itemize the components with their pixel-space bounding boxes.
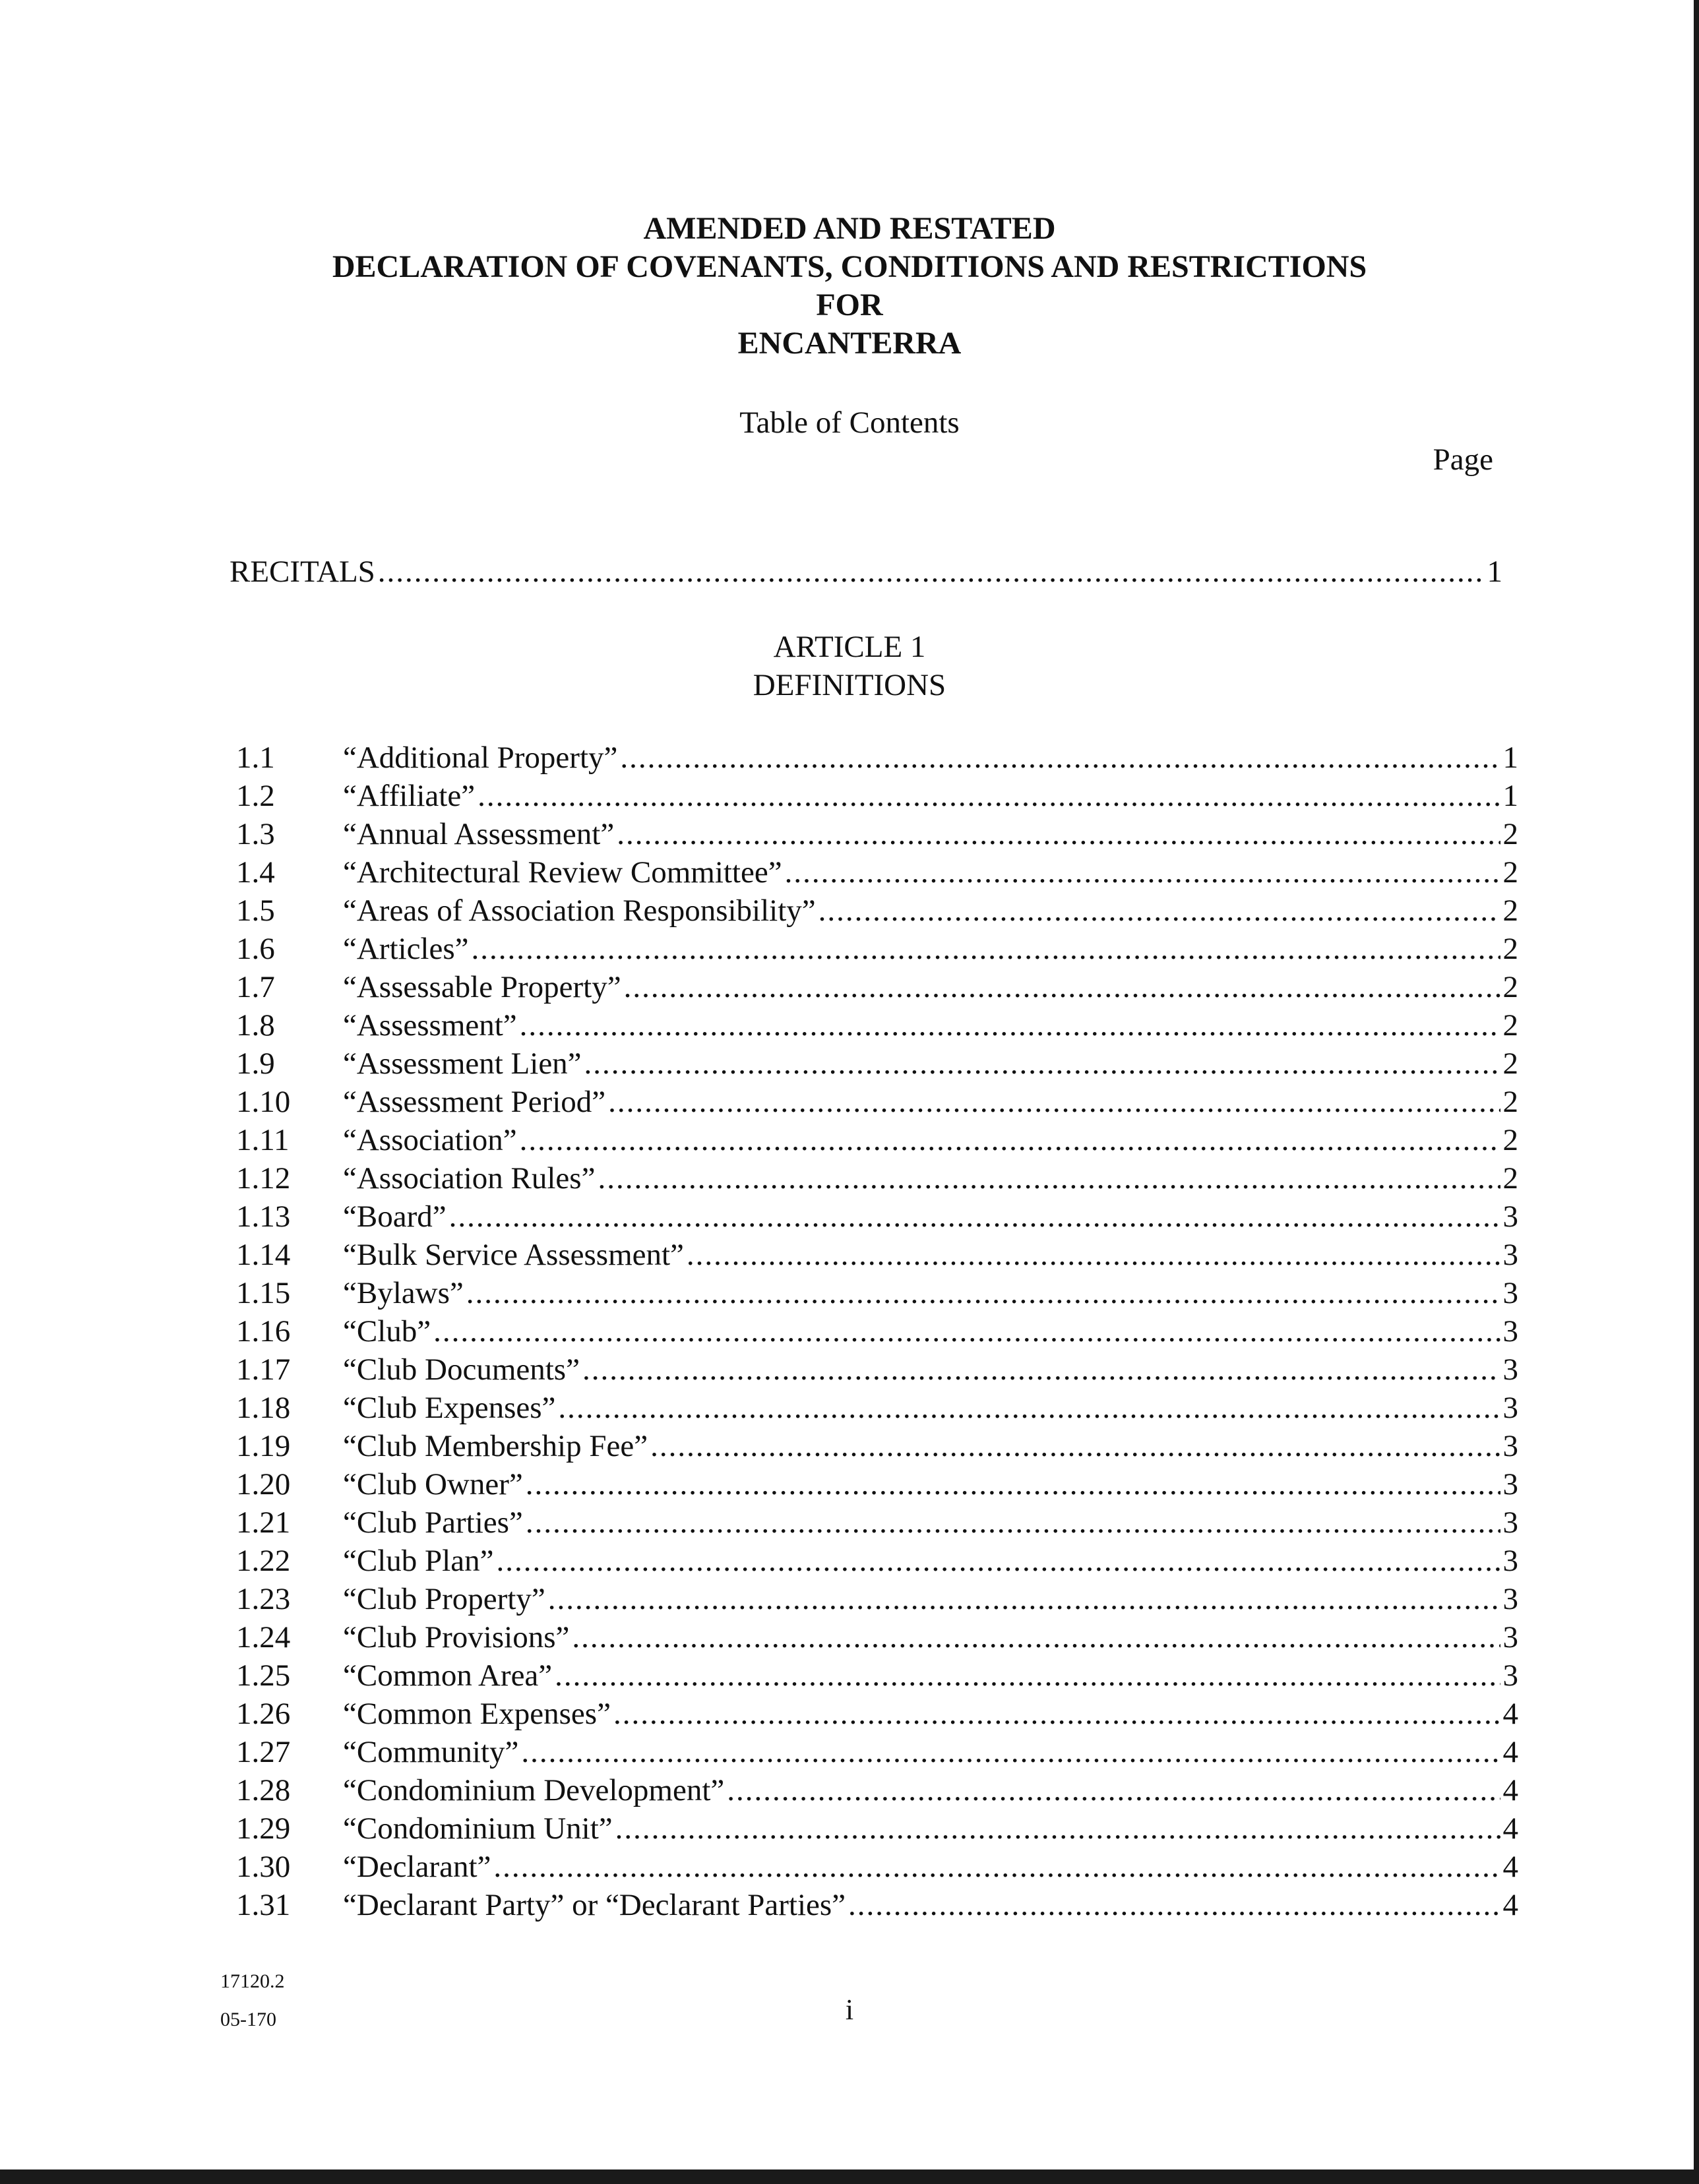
toc-entry-page: 3 (1502, 1582, 1518, 1616)
toc-entry-page: 4 (1502, 1735, 1518, 1769)
scan-border-right (1694, 0, 1699, 2184)
toc-entry-page: 3 (1502, 1658, 1518, 1693)
toc-entry-title: “Bylaws” (343, 1276, 464, 1310)
toc-entry (236, 1275, 1518, 1314)
dot-leader (466, 1275, 1500, 1311)
article-name: DEFINITIONS (753, 668, 946, 702)
toc-entry (236, 1581, 1518, 1620)
toc-entry (236, 1390, 1518, 1428)
dot-leader (848, 1887, 1500, 1923)
toc-entry (236, 1008, 1518, 1046)
toc-entry-page: 2 (1502, 1046, 1518, 1081)
toc-entry-number: 1.12 (236, 1161, 291, 1196)
toc-entry-title: “Community” (343, 1735, 519, 1769)
toc-entry-title: “Common Expenses” (343, 1697, 611, 1731)
toc-entry-number: 1.13 (236, 1199, 291, 1234)
toc-entry-title: “Bulk Service Assessment” (343, 1238, 684, 1272)
toc-entry-title: “Declarant Party” or “Declarant Parties” (343, 1888, 846, 1922)
toc-entry-number: 1.11 (236, 1123, 290, 1157)
toc-entry-page: 2 (1502, 1123, 1518, 1157)
toc-entry (236, 740, 1518, 778)
toc-entry (236, 1161, 1518, 1199)
toc-entry-title: “Areas of Association Responsibility” (343, 894, 816, 928)
toc-entry-title: “Assessment” (343, 1008, 517, 1043)
toc-entry (236, 778, 1518, 816)
toc-entry (236, 1428, 1518, 1467)
toc-entry-page: 3 (1502, 1429, 1518, 1463)
toc-heading: Table of Contents (739, 406, 960, 440)
dot-leader (520, 1122, 1500, 1158)
toc-entry-title: “Common Area” (343, 1658, 553, 1693)
toc-entry-title: “Articles” (343, 932, 469, 966)
toc-entry-page: 4 (1502, 1773, 1518, 1807)
title-line: DECLARATION OF COVENANTS, CONDITIONS AND RESTRICTIONS (332, 249, 1367, 284)
toc-entry-title: “Assessable Property” (343, 970, 621, 1004)
toc-entry-page: 3 (1502, 1352, 1518, 1387)
toc-entry (236, 1352, 1518, 1390)
toc-entry-page: 4 (1502, 1888, 1518, 1922)
dot-leader (548, 1581, 1500, 1617)
toc-entry-number: 1.31 (236, 1888, 291, 1922)
toc-entry (236, 1887, 1518, 1926)
dot-leader (572, 1620, 1500, 1655)
toc-entry-title: “Condominium Development” (343, 1773, 725, 1807)
toc-entry-number: 1.1 (236, 741, 275, 775)
toc-entry (236, 1543, 1518, 1581)
toc-entry-title: “Club Owner” (343, 1467, 523, 1502)
toc-entry-number: 1.30 (236, 1850, 291, 1884)
toc-entry-page: 3 (1502, 1620, 1518, 1654)
dot-leader (449, 1199, 1500, 1234)
toc-entry-page: 2 (1502, 855, 1518, 890)
toc-entry (236, 1849, 1518, 1887)
dot-leader (617, 816, 1500, 852)
toc-entry-number: 1.20 (236, 1467, 291, 1502)
toc-entry-number: 1.21 (236, 1505, 291, 1540)
toc-entry-number: 1.9 (236, 1046, 275, 1081)
toc-entry-title: “Assessment Lien” (343, 1046, 582, 1081)
toc-entry-number: 1.17 (236, 1352, 291, 1387)
toc-entry-title: “Additional Property” (343, 741, 618, 775)
toc-entry-title: RECITALS (230, 555, 375, 589)
dot-leader (624, 969, 1500, 1005)
toc-entry-page: 4 (1502, 1697, 1518, 1731)
toc-entry-page: 2 (1502, 1161, 1518, 1196)
toc-entry-page: 3 (1502, 1199, 1518, 1234)
dot-leader (478, 778, 1500, 814)
dot-leader (496, 1543, 1500, 1579)
dot-leader (526, 1467, 1500, 1502)
toc-entry-page: 4 (1502, 1811, 1518, 1846)
toc-entry-page: 3 (1502, 1505, 1518, 1540)
article-number: ARTICLE 1 (773, 630, 926, 664)
page-column-label: Page (1433, 442, 1493, 477)
toc-entry (236, 1314, 1518, 1352)
toc-entry-page: 2 (1502, 817, 1518, 851)
toc-entry-page: 2 (1502, 932, 1518, 966)
toc-entry (236, 1467, 1518, 1505)
toc-entry-page: 3 (1502, 1314, 1518, 1349)
toc-entry (236, 893, 1518, 931)
toc-entry-number: 1.19 (236, 1429, 291, 1463)
dot-leader (582, 1352, 1500, 1387)
toc-entry-number: 1.4 (236, 855, 275, 890)
dot-leader (613, 1696, 1500, 1732)
dot-leader (650, 1428, 1500, 1464)
toc-entry-list (236, 740, 1518, 1926)
toc-entry-title: “Club Membership Fee” (343, 1429, 648, 1463)
toc-entry-number: 1.22 (236, 1544, 291, 1578)
toc-entry (236, 969, 1518, 1008)
title-line: AMENDED AND RESTATED (643, 211, 1056, 246)
toc-entry-number: 1.14 (236, 1238, 291, 1272)
dot-leader (520, 1008, 1500, 1043)
toc-entry-page: 3 (1502, 1276, 1518, 1310)
dot-leader (472, 931, 1500, 967)
dot-leader (785, 855, 1500, 890)
toc-entry-title: “Board” (343, 1199, 447, 1234)
title-line: ENCANTERRA (737, 326, 962, 361)
toc-entry-number: 1.23 (236, 1582, 291, 1616)
dot-leader (555, 1658, 1500, 1693)
toc-entry (236, 816, 1518, 855)
toc-entry-recitals (230, 554, 1502, 592)
dot-leader (615, 1811, 1500, 1846)
doc-number-line: 17120.2 (220, 1970, 285, 1992)
toc-entry-number: 1.15 (236, 1276, 291, 1310)
dot-leader (584, 1046, 1500, 1081)
dot-leader (727, 1773, 1500, 1808)
toc-entry-number: 1.3 (236, 817, 275, 851)
dot-leader (687, 1237, 1500, 1273)
toc-entry (236, 1237, 1518, 1275)
toc-entry (236, 1620, 1518, 1658)
toc-entry-number: 1.10 (236, 1085, 291, 1119)
dot-leader (608, 1084, 1500, 1120)
toc-entry-title: “Association” (343, 1123, 517, 1157)
toc-entry (236, 1046, 1518, 1084)
toc-entry-title: “Association Rules” (343, 1161, 596, 1196)
scan-border-bottom (0, 2169, 1699, 2184)
toc-entry-page: 1 (1487, 555, 1502, 589)
toc-entry-number: 1.5 (236, 894, 275, 928)
article-heading (0, 628, 1699, 704)
toc-entry-title: “Assessment Period” (343, 1085, 606, 1119)
toc-entry-title: “Condominium Unit” (343, 1811, 613, 1846)
toc-entry-title: “Club Parties” (343, 1505, 523, 1540)
dot-leader (526, 1505, 1500, 1540)
toc-entry (236, 1122, 1518, 1161)
document-title (0, 210, 1699, 363)
toc-entry-title: “Club Plan” (343, 1544, 494, 1578)
page-number: i (845, 1993, 854, 2026)
toc-entry (236, 931, 1518, 969)
toc-entry (236, 1084, 1518, 1122)
dot-leader (521, 1734, 1500, 1770)
dot-leader (493, 1849, 1500, 1885)
toc-entry-title: “Club Expenses” (343, 1391, 556, 1425)
toc-entry (236, 1199, 1518, 1237)
toc-entry (236, 1658, 1518, 1696)
toc-entry-page: 1 (1502, 779, 1518, 813)
toc-entry-page: 3 (1502, 1544, 1518, 1578)
toc-entry-number: 1.24 (236, 1620, 291, 1654)
toc-entry-number: 1.2 (236, 779, 275, 813)
toc-entry-page: 3 (1502, 1238, 1518, 1272)
toc-entry-page: 2 (1502, 894, 1518, 928)
toc-entry-title: “Club Provisions” (343, 1620, 570, 1654)
toc-entry-page: 2 (1502, 1008, 1518, 1043)
title-line: FOR (816, 288, 883, 322)
toc-entry-title: “Declarant” (343, 1850, 491, 1884)
toc-entry-number: 1.16 (236, 1314, 291, 1349)
toc-entry-number: 1.8 (236, 1008, 275, 1043)
toc-entry (236, 855, 1518, 893)
toc-entry-title: “Club Documents” (343, 1352, 580, 1387)
toc-entry-page: 1 (1502, 741, 1518, 775)
toc-entry (236, 1505, 1518, 1543)
toc-entry-number: 1.25 (236, 1658, 291, 1693)
dot-leader (598, 1161, 1500, 1196)
dot-leader (558, 1390, 1500, 1426)
toc-entry-page: 2 (1502, 1085, 1518, 1119)
dot-leader (433, 1314, 1500, 1349)
toc-entry (236, 1696, 1518, 1734)
toc-entry-number: 1.18 (236, 1391, 291, 1425)
toc-entry-page: 4 (1502, 1850, 1518, 1884)
toc-entry-number: 1.28 (236, 1773, 291, 1807)
toc-entry (236, 1734, 1518, 1773)
toc-entry (236, 1811, 1518, 1849)
toc-entry-title: “Annual Assessment” (343, 817, 615, 851)
toc-entry-number: 1.27 (236, 1735, 291, 1769)
toc-entry-title: “Architectural Review Committee” (343, 855, 782, 890)
doc-number-line: 05-170 (220, 2009, 276, 2030)
dot-leader (378, 554, 1485, 590)
toc-entry-page: 2 (1502, 970, 1518, 1004)
toc-entry-number: 1.7 (236, 970, 275, 1004)
toc-entry-number: 1.6 (236, 932, 275, 966)
dot-leader (819, 893, 1500, 928)
dot-leader (620, 740, 1500, 775)
toc-entry-title: “Club Property” (343, 1582, 545, 1616)
toc-entry-number: 1.26 (236, 1697, 291, 1731)
toc-entry-title: “Affiliate” (343, 779, 476, 813)
toc-entry (236, 1773, 1518, 1811)
toc-entry-page: 3 (1502, 1391, 1518, 1425)
toc-entry-page: 3 (1502, 1467, 1518, 1502)
toc-entry-title: “Club” (343, 1314, 431, 1349)
toc-entry-number: 1.29 (236, 1811, 291, 1846)
